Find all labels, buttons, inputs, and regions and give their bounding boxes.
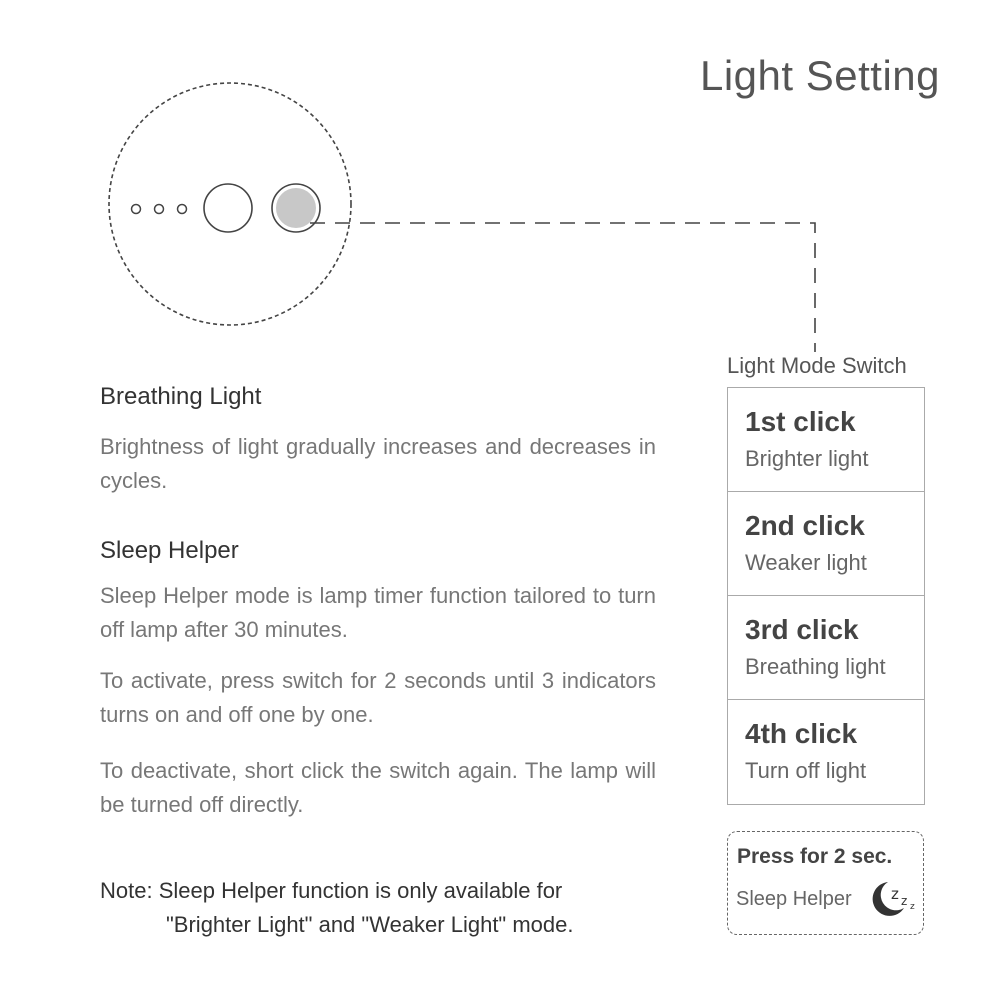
deactivate-text: To deactivate, short click the switch again. The lamp will be turned off directly.	[100, 758, 656, 817]
indicator-dot-3	[178, 205, 187, 214]
note-line-2: "Brighter Light" and "Weaker Light" mode.	[166, 912, 574, 937]
light-mode-switch-fill	[276, 188, 316, 228]
svg-text:z: z	[891, 885, 899, 903]
mode-click-label: 1st click	[745, 406, 856, 437]
indicator-dot-2	[155, 205, 164, 214]
connector-dashed-line	[310, 223, 815, 352]
activate-text: To activate, press switch for 2 seconds until 3 indicators turns on and off one by one.	[100, 668, 656, 727]
mode-description: Brighter light	[745, 446, 869, 471]
mode-click-label: 4th click	[745, 718, 858, 749]
mode-item-4	[728, 700, 924, 804]
mode-description: Turn off light	[745, 758, 867, 783]
note-line-1: Note: Sleep Helper function is only available for	[100, 878, 563, 903]
sleep-helper-text: Sleep Helper mode is lamp timer function tailored to turn off lamp after 30 minutes.	[100, 583, 656, 642]
device-diagram	[0, 0, 1000, 360]
mode-description: Weaker light	[745, 550, 867, 575]
note	[100, 874, 574, 942]
page-title: Light Setting	[699, 52, 940, 99]
mode-item-2	[728, 492, 924, 596]
mode-click-label: 3rd click	[745, 614, 859, 645]
mode-list	[727, 387, 925, 805]
mode-switch-label: Light Mode Switch	[727, 353, 907, 378]
sleep-helper-title: Sleep Helper	[100, 537, 239, 564]
mode-item-1	[728, 388, 924, 492]
breathing-light-title: Breathing Light	[100, 383, 262, 410]
svg-text:z: z	[901, 894, 908, 908]
mode-description: Breathing light	[745, 654, 886, 679]
press-box-title: Press for 2 sec.	[737, 845, 893, 868]
mode-item-3	[728, 596, 924, 700]
indicator-dot-1	[132, 205, 141, 214]
svg-text:z: z	[910, 902, 915, 912]
moon-zzz-icon	[866, 874, 918, 924]
breathing-light-text: Brightness of light gradually increases and decreases in cycles.	[100, 434, 656, 493]
mode-click-label: 2nd click	[745, 510, 865, 541]
press-box-subtitle: Sleep Helper	[736, 888, 852, 910]
sleep-helper-button[interactable]	[204, 184, 252, 232]
press-box	[727, 831, 924, 935]
